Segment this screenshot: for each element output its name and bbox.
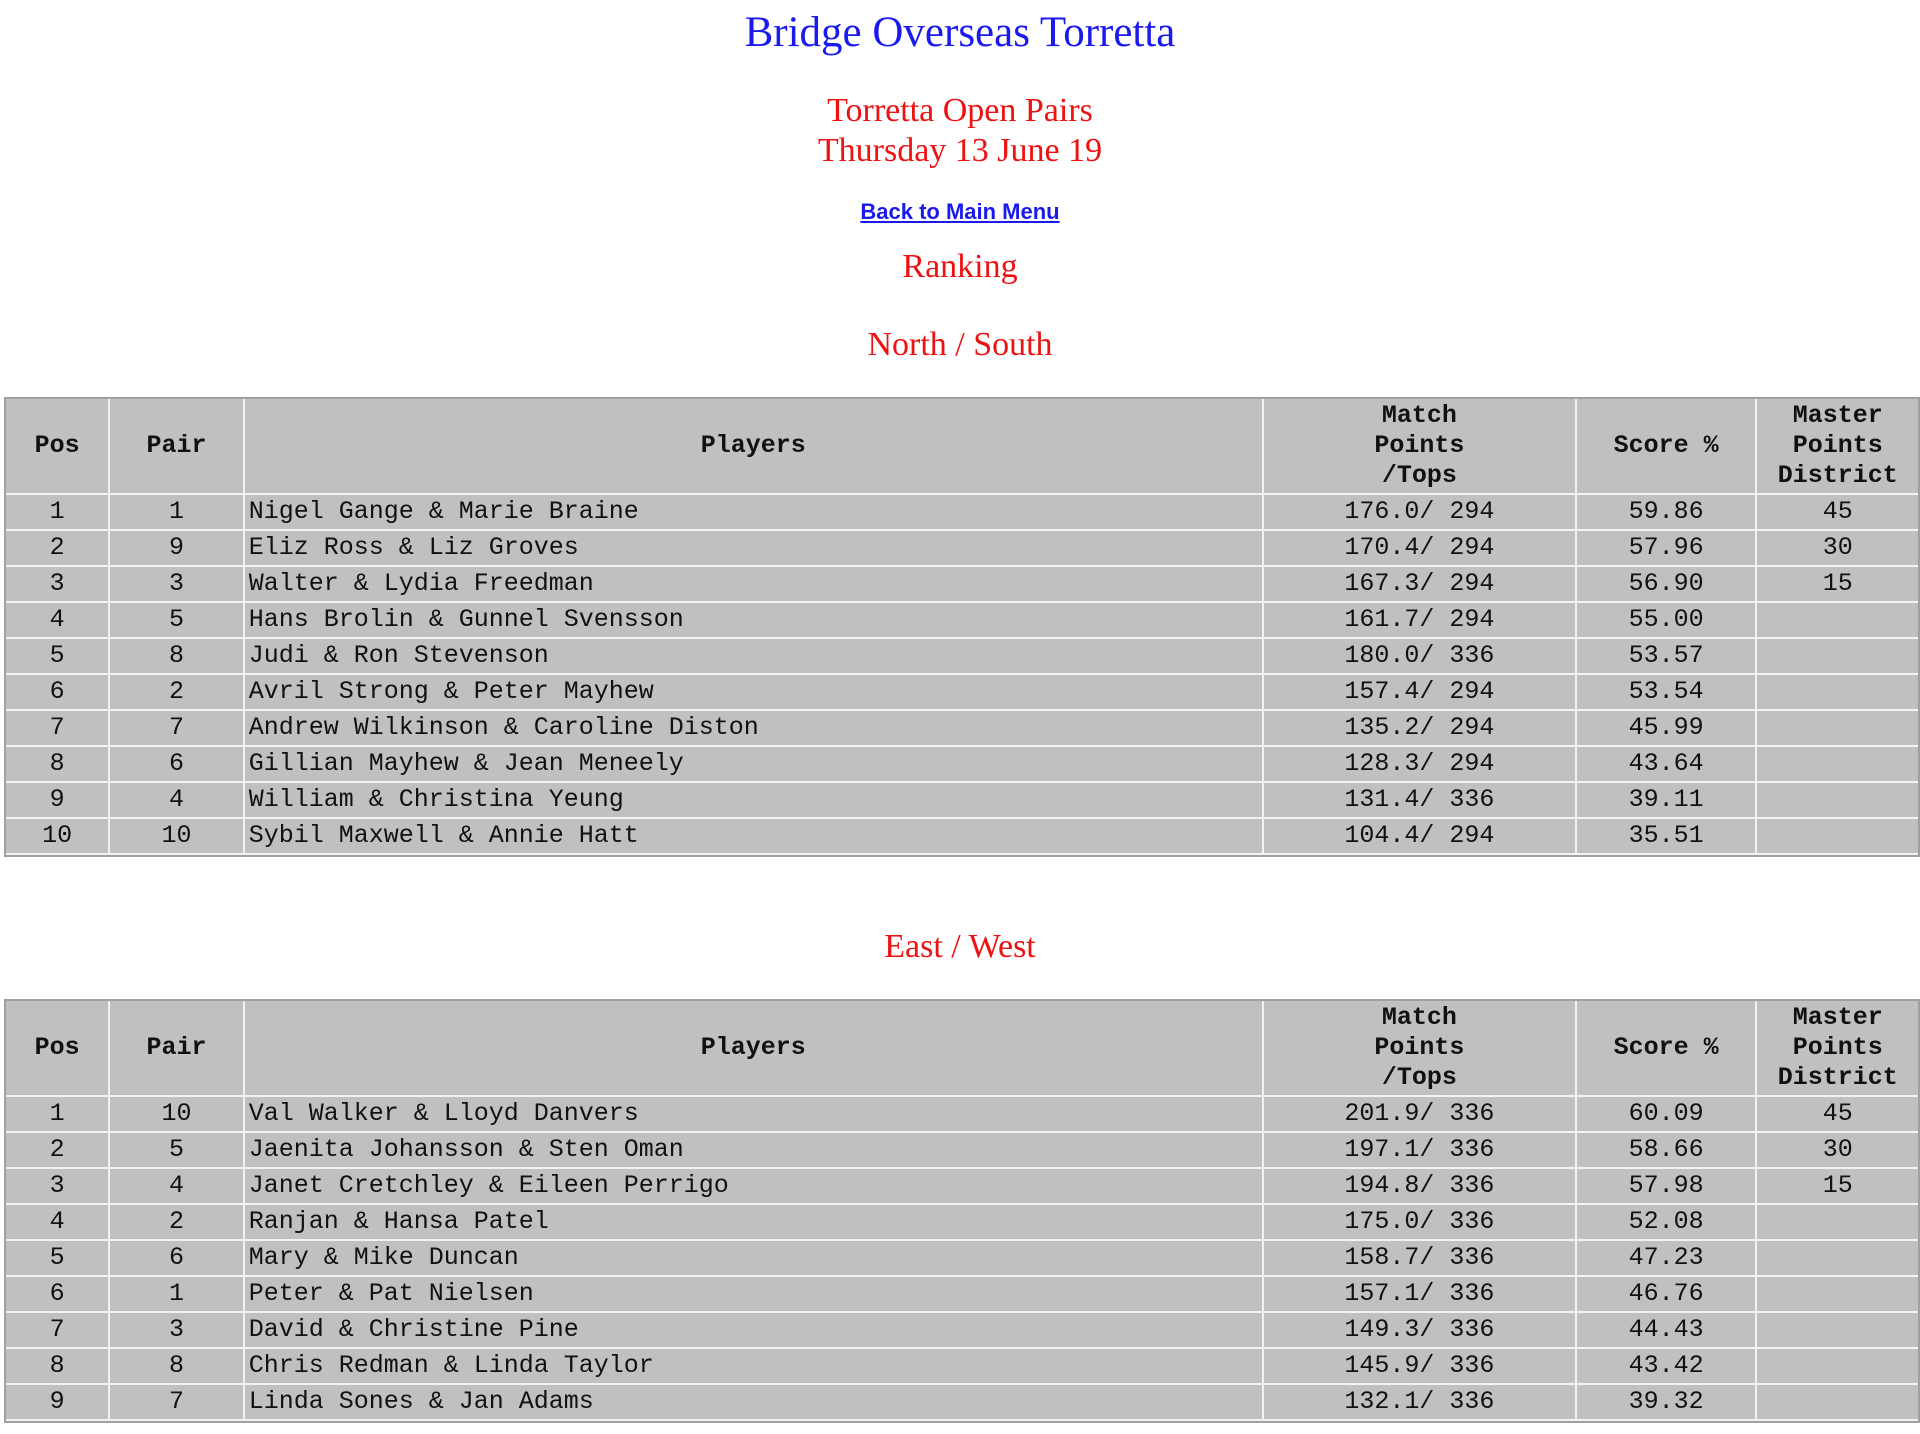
page-title: Bridge Overseas Torretta [744, 9, 1176, 56]
cell-master-points [1757, 675, 1918, 711]
header-master-points-line: Master [1792, 1003, 1883, 1032]
results-table-north-south [4, 397, 1920, 857]
header-players: Players [245, 1001, 1264, 1097]
cell-players: Ranjan & Hansa Patel [245, 1205, 1264, 1241]
cell-match-points: 158.7/ 336 [1264, 1241, 1577, 1277]
cell-pair: 8 [110, 639, 244, 675]
cell-score: 45.99 [1577, 711, 1758, 747]
cell-pair: 5 [110, 603, 244, 639]
table-row [6, 1097, 1918, 1133]
cell-master-points [1757, 747, 1918, 783]
cell-match-points: 145.9/ 336 [1264, 1349, 1577, 1385]
cell-players: Avril Strong & Peter Mayhew [245, 675, 1264, 711]
cell-pair: 2 [110, 1205, 244, 1241]
cell-pos: 8 [6, 1349, 110, 1385]
header-master-points-line: Points [1792, 1033, 1883, 1062]
table-row [6, 711, 1918, 747]
event-heading [0, 91, 1920, 171]
header-master-points-line: District [1777, 461, 1898, 490]
cell-score: 55.00 [1577, 603, 1758, 639]
cell-match-points: 131.4/ 336 [1264, 783, 1577, 819]
header-match-points-line: Match [1381, 1003, 1457, 1032]
cell-players: Walter & Lydia Freedman [245, 567, 1264, 603]
cell-players: Hans Brolin & Gunnel Svensson [245, 603, 1264, 639]
header-pos: Pos [6, 399, 110, 495]
cell-master-points: 45 [1757, 1097, 1918, 1133]
cell-score: 58.66 [1577, 1133, 1758, 1169]
cell-master-points [1757, 1385, 1918, 1421]
cell-score: 47.23 [1577, 1241, 1758, 1277]
header-row [6, 1001, 1918, 1097]
cell-match-points: 128.3/ 294 [1264, 747, 1577, 783]
back-to-main-menu-link[interactable]: Back to Main Menu [860, 199, 1060, 224]
cell-match-points: 149.3/ 336 [1264, 1313, 1577, 1349]
cell-players: Chris Redman & Linda Taylor [245, 1349, 1264, 1385]
header-master-points [1757, 399, 1918, 495]
cell-master-points [1757, 819, 1918, 855]
cell-pos: 4 [6, 1205, 110, 1241]
cell-score: 39.11 [1577, 783, 1758, 819]
header-match-points [1264, 399, 1577, 495]
header-master-points-line: Points [1792, 431, 1883, 460]
cell-match-points: 132.1/ 336 [1264, 1385, 1577, 1421]
cell-match-points: 176.0/ 294 [1264, 495, 1577, 531]
cell-pos: 7 [6, 711, 110, 747]
cell-pair: 5 [110, 1133, 244, 1169]
header-match-points-line: Points [1374, 431, 1465, 460]
cell-master-points: 45 [1757, 495, 1918, 531]
table-row [6, 1241, 1918, 1277]
table-row [6, 1385, 1918, 1421]
cell-players: Val Walker & Lloyd Danvers [245, 1097, 1264, 1133]
cell-score: 52.08 [1577, 1205, 1758, 1241]
cell-score: 44.43 [1577, 1313, 1758, 1349]
cell-players: Andrew Wilkinson & Caroline Diston [245, 711, 1264, 747]
header-pair: Pair [110, 399, 244, 495]
cell-pair: 6 [110, 1241, 244, 1277]
cell-match-points: 201.9/ 336 [1264, 1097, 1577, 1133]
table-row [6, 1169, 1918, 1205]
section-title-east-west: East / West [884, 928, 1036, 965]
table-row [6, 1349, 1918, 1385]
cell-match-points: 157.4/ 294 [1264, 675, 1577, 711]
cell-players: Eliz Ross & Liz Groves [245, 531, 1264, 567]
cell-pair: 1 [110, 1277, 244, 1313]
table-row [6, 495, 1918, 531]
event-name: Torretta Open Pairs [827, 92, 1093, 129]
cell-pair: 3 [110, 567, 244, 603]
cell-score: 59.86 [1577, 495, 1758, 531]
header-row [6, 399, 1918, 495]
cell-master-points: 30 [1757, 1133, 1918, 1169]
cell-master-points [1757, 1313, 1918, 1349]
cell-score: 46.76 [1577, 1277, 1758, 1313]
cell-match-points: 157.1/ 336 [1264, 1277, 1577, 1313]
cell-match-points: 135.2/ 294 [1264, 711, 1577, 747]
cell-pair: 6 [110, 747, 244, 783]
cell-score: 39.32 [1577, 1385, 1758, 1421]
cell-score: 43.42 [1577, 1349, 1758, 1385]
table-row [6, 531, 1918, 567]
cell-master-points [1757, 603, 1918, 639]
cell-players: Nigel Gange & Marie Braine [245, 495, 1264, 531]
cell-pos: 1 [6, 1097, 110, 1133]
table-row [6, 639, 1918, 675]
cell-pos: 7 [6, 1313, 110, 1349]
cell-pos: 9 [6, 1385, 110, 1421]
cell-score: 35.51 [1577, 819, 1758, 855]
cell-master-points [1757, 783, 1918, 819]
ranking-heading: Ranking [902, 248, 1018, 285]
header-match-points [1264, 1001, 1577, 1097]
cell-players: Sybil Maxwell & Annie Hatt [245, 819, 1264, 855]
cell-match-points: 170.4/ 294 [1264, 531, 1577, 567]
header-score: Score % [1577, 399, 1758, 495]
table-row [6, 1313, 1918, 1349]
cell-pos: 6 [6, 675, 110, 711]
cell-pos: 10 [6, 819, 110, 855]
cell-master-points [1757, 1241, 1918, 1277]
cell-match-points: 197.1/ 336 [1264, 1133, 1577, 1169]
cell-score: 60.09 [1577, 1097, 1758, 1133]
cell-players: Mary & Mike Duncan [245, 1241, 1264, 1277]
table-row [6, 603, 1918, 639]
cell-master-points [1757, 1277, 1918, 1313]
event-date: Thursday 13 June 19 [817, 132, 1103, 169]
cell-players: Janet Cretchley & Eileen Perrigo [245, 1169, 1264, 1205]
cell-pair: 7 [110, 1385, 244, 1421]
cell-match-points: 161.7/ 294 [1264, 603, 1577, 639]
cell-pos: 9 [6, 783, 110, 819]
cell-score: 53.54 [1577, 675, 1758, 711]
cell-match-points: 175.0/ 336 [1264, 1205, 1577, 1241]
cell-match-points: 167.3/ 294 [1264, 567, 1577, 603]
table-row [6, 1133, 1918, 1169]
table-row [6, 747, 1918, 783]
cell-players: David & Christine Pine [245, 1313, 1264, 1349]
cell-master-points [1757, 1349, 1918, 1385]
cell-pos: 2 [6, 531, 110, 567]
cell-pos: 3 [6, 1169, 110, 1205]
cell-score: 57.98 [1577, 1169, 1758, 1205]
header-match-points-line: /Tops [1381, 1063, 1457, 1092]
cell-pair: 4 [110, 783, 244, 819]
cell-pair: 8 [110, 1349, 244, 1385]
cell-players: Linda Sones & Jan Adams [245, 1385, 1264, 1421]
header-master-points [1757, 1001, 1918, 1097]
cell-players: Jaenita Johansson & Sten Oman [245, 1133, 1264, 1169]
header-match-points-line: /Tops [1381, 461, 1457, 490]
cell-pos: 6 [6, 1277, 110, 1313]
cell-pos: 8 [6, 747, 110, 783]
cell-match-points: 180.0/ 336 [1264, 639, 1577, 675]
cell-players: Gillian Mayhew & Jean Meneely [245, 747, 1264, 783]
cell-pair: 4 [110, 1169, 244, 1205]
cell-pos: 2 [6, 1133, 110, 1169]
cell-pair: 10 [110, 1097, 244, 1133]
cell-master-points: 15 [1757, 567, 1918, 603]
cell-score: 56.90 [1577, 567, 1758, 603]
header-pos: Pos [6, 1001, 110, 1097]
cell-players: Peter & Pat Nielsen [245, 1277, 1264, 1313]
cell-players: William & Christina Yeung [245, 783, 1264, 819]
cell-score: 53.57 [1577, 639, 1758, 675]
cell-pos: 1 [6, 495, 110, 531]
cell-master-points: 15 [1757, 1169, 1918, 1205]
table-row [6, 783, 1918, 819]
table-row [6, 567, 1918, 603]
cell-pair: 3 [110, 1313, 244, 1349]
cell-master-points [1757, 639, 1918, 675]
table-row [6, 1277, 1918, 1313]
header-master-points-line: District [1777, 1063, 1898, 1092]
cell-pos: 3 [6, 567, 110, 603]
results-table-east-west [4, 999, 1920, 1423]
cell-pair: 7 [110, 711, 244, 747]
cell-score: 57.96 [1577, 531, 1758, 567]
table-row [6, 819, 1918, 855]
header-score: Score % [1577, 1001, 1758, 1097]
cell-master-points [1757, 1205, 1918, 1241]
header-match-points-line: Match [1381, 401, 1457, 430]
cell-pair: 9 [110, 531, 244, 567]
header-master-points-line: Master [1792, 401, 1883, 430]
cell-match-points: 194.8/ 336 [1264, 1169, 1577, 1205]
cell-match-points: 104.4/ 294 [1264, 819, 1577, 855]
cell-master-points: 30 [1757, 531, 1918, 567]
table-row [6, 1205, 1918, 1241]
section-title-north-south: North / South [867, 326, 1053, 363]
header-pair: Pair [110, 1001, 244, 1097]
cell-master-points [1757, 711, 1918, 747]
cell-pos: 4 [6, 603, 110, 639]
cell-score: 43.64 [1577, 747, 1758, 783]
cell-pos: 5 [6, 639, 110, 675]
header-match-points-line: Points [1374, 1033, 1465, 1062]
header-players: Players [245, 399, 1264, 495]
table-row [6, 675, 1918, 711]
cell-pair: 2 [110, 675, 244, 711]
cell-pair: 10 [110, 819, 244, 855]
cell-pos: 5 [6, 1241, 110, 1277]
cell-players: Judi & Ron Stevenson [245, 639, 1264, 675]
cell-pair: 1 [110, 495, 244, 531]
